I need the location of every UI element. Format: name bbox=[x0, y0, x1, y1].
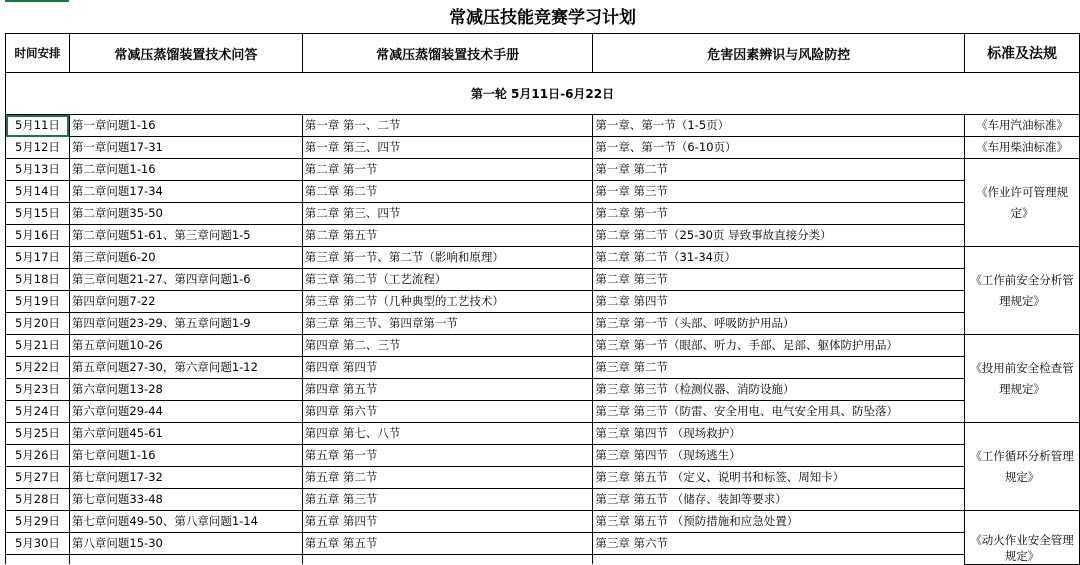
manual-cell[interactable]: 第五章 第二节 bbox=[302, 467, 593, 489]
table-row bbox=[6, 423, 1080, 445]
date-cell[interactable]: 5月16日 bbox=[6, 225, 70, 247]
table-row bbox=[6, 247, 1080, 269]
date-cell[interactable]: 5月30日 bbox=[6, 533, 70, 555]
table-row bbox=[6, 225, 1080, 247]
table-row bbox=[6, 401, 1080, 423]
column-selection-indicator bbox=[5, 0, 69, 2]
hazard-cell[interactable]: 第三章 第五节 （预防措施和应急处置） bbox=[593, 511, 965, 533]
hazard-cell[interactable]: 第二章 第二节（25-30页 导致事故直接分类） bbox=[593, 225, 965, 247]
date-cell[interactable]: 5月26日 bbox=[6, 445, 70, 467]
manual-cell[interactable]: 第四章 第七、八节 bbox=[302, 423, 593, 445]
hazard-cell[interactable]: 第一章 第三节 bbox=[593, 181, 965, 203]
hazard-cell[interactable]: 第三章 第三节（检测仪器、消防设施） bbox=[593, 379, 965, 401]
qa-cell[interactable]: 第五章问题27-30，第六章问题1-12 bbox=[69, 357, 302, 379]
date-cell[interactable]: 5月12日 bbox=[6, 137, 70, 159]
manual-cell[interactable]: 第二章 第一节 bbox=[302, 159, 593, 181]
manual-cell[interactable]: 第五章 第四节 bbox=[302, 511, 593, 533]
date-cell[interactable]: 5月19日 bbox=[6, 291, 70, 313]
qa-cell[interactable]: 第二章问题17-34 bbox=[69, 181, 302, 203]
qa-cell[interactable]: 第八章问题15-30 bbox=[69, 533, 302, 555]
hazard-cell[interactable]: 第三章 第六节 bbox=[593, 533, 965, 555]
hazard-cell[interactable]: 第三章 第三节（防雷、安全用电、电气安全用具、防坠落） bbox=[593, 401, 965, 423]
date-cell[interactable]: 5月28日 bbox=[6, 489, 70, 511]
standard-cell[interactable]: 《车用柴油标准》 bbox=[965, 137, 1080, 159]
table-row bbox=[6, 445, 1080, 467]
study-plan-table bbox=[5, 33, 1080, 565]
table-row bbox=[6, 511, 1080, 533]
hazard-cell[interactable]: 第三章 第一节（眼部、听力、手部、足部、躯体防护用品） bbox=[593, 335, 965, 357]
table-row bbox=[6, 159, 1080, 181]
table-row bbox=[6, 335, 1080, 357]
standard-cell[interactable]: 《工作前安全分析管理规定》 bbox=[965, 247, 1080, 335]
date-cell[interactable]: 5月21日 bbox=[6, 335, 70, 357]
manual-cell[interactable]: 第一章 第三、四节 bbox=[302, 137, 593, 159]
qa-cell[interactable]: 第一章问题17-31 bbox=[69, 137, 302, 159]
qa-cell[interactable]: 第七章问题17-32 bbox=[69, 467, 302, 489]
hazard-cell[interactable]: 第一章、第一节（6-10页） bbox=[593, 137, 965, 159]
header-qa[interactable]: 常减压蒸馏装置技术问答 bbox=[69, 34, 302, 73]
header-standards[interactable]: 标准及法规 bbox=[965, 34, 1080, 73]
hazard-cell[interactable]: 第三章 第二节 bbox=[593, 357, 965, 379]
date-cell[interactable]: 5月24日 bbox=[6, 401, 70, 423]
hazard-cell[interactable]: 第二章 第二节（31-34页） bbox=[593, 247, 965, 269]
table-row bbox=[6, 291, 1080, 313]
hazard-cell[interactable]: 第三章 第四节 （现场逃生） bbox=[593, 445, 965, 467]
date-cell[interactable]: 5月15日 bbox=[6, 203, 70, 225]
header-manual[interactable]: 常减压蒸馏装置技术手册 bbox=[302, 34, 593, 73]
hazard-cell[interactable]: 第三章 第五节 （定义、说明书和标签、周知卡） bbox=[593, 467, 965, 489]
qa-cell[interactable]: 第七章问题49-50、第八章问题1-14 bbox=[69, 511, 302, 533]
table-row bbox=[6, 467, 1080, 489]
date-cell[interactable]: 5月25日 bbox=[6, 423, 70, 445]
hazard-cell[interactable]: 第一章、第一节（1-5页） bbox=[593, 115, 965, 137]
table-row bbox=[6, 379, 1080, 401]
sheet-title[interactable]: 常减压技能竞赛学习计划 bbox=[449, 8, 636, 28]
manual-cell[interactable]: 第五章 第三节 bbox=[302, 489, 593, 511]
table-row-partial bbox=[6, 555, 1080, 565]
date-cell[interactable]: 5月14日 bbox=[6, 181, 70, 203]
table-row bbox=[6, 269, 1080, 291]
qa-cell[interactable]: 第五章问题10-26 bbox=[69, 335, 302, 357]
table-row bbox=[6, 203, 1080, 225]
qa-cell[interactable]: 第六章问题29-44 bbox=[69, 401, 302, 423]
hazard-cell[interactable]: 第一章 第二节 bbox=[593, 159, 965, 181]
table-row bbox=[6, 533, 1080, 555]
manual-cell[interactable]: 第四章 第二、三节 bbox=[302, 335, 593, 357]
qa-cell[interactable]: 第一章问题1-16 bbox=[69, 115, 302, 137]
qa-cell[interactable]: 第四章问题7-22 bbox=[69, 291, 302, 313]
qa-cell[interactable] bbox=[69, 555, 302, 565]
qa-cell[interactable]: 第二章问题51-61、第三章问题1-5 bbox=[69, 225, 302, 247]
date-cell[interactable]: 5月23日 bbox=[6, 379, 70, 401]
qa-cell[interactable]: 第三章问题6-20 bbox=[69, 247, 302, 269]
qa-cell[interactable]: 第四章问题23-29、第五章问题1-9 bbox=[69, 313, 302, 335]
hazard-cell[interactable]: 第二章 第四节 bbox=[593, 291, 965, 313]
date-cell[interactable]: 5月18日 bbox=[6, 269, 70, 291]
standard-cell[interactable]: 《作业许可管理规定》 bbox=[965, 159, 1080, 247]
table-row bbox=[6, 313, 1080, 335]
qa-cell[interactable]: 第七章问题1-16 bbox=[69, 445, 302, 467]
qa-cell[interactable]: 第二章问题35-50 bbox=[69, 203, 302, 225]
manual-cell[interactable]: 第二章 第五节 bbox=[302, 225, 593, 247]
manual-cell[interactable]: 第三章 第三节、第四章第一节 bbox=[302, 313, 593, 335]
manual-cell[interactable]: 第三章 第二节（几种典型的工艺技术） bbox=[302, 291, 593, 313]
qa-cell[interactable]: 第六章问题45-61 bbox=[69, 423, 302, 445]
manual-cell[interactable]: 第四章 第六节 bbox=[302, 401, 593, 423]
hazard-cell[interactable]: 第二章 第一节 bbox=[593, 203, 965, 225]
date-cell[interactable] bbox=[6, 555, 70, 565]
table-row bbox=[6, 137, 1080, 159]
header-hazard[interactable]: 危害因素辨识与风险防控 bbox=[593, 34, 965, 73]
date-cell[interactable]: 5月17日 bbox=[6, 247, 70, 269]
standard-cell[interactable]: 《动火作业安全管理规定》 bbox=[965, 511, 1080, 565]
hazard-cell[interactable]: 第三章 第一节（头部、呼吸防护用品） bbox=[593, 313, 965, 335]
manual-cell[interactable]: 第二章 第二节 bbox=[302, 181, 593, 203]
header-row bbox=[6, 34, 1080, 73]
date-cell[interactable]: 5月13日 bbox=[6, 159, 70, 181]
hazard-cell[interactable]: 第三章 第四节 （现场救护） bbox=[593, 423, 965, 445]
round-label[interactable]: 第一轮 5月11日-6月22日 bbox=[6, 73, 1080, 115]
manual-cell[interactable]: 第三章 第二节（工艺流程） bbox=[302, 269, 593, 291]
header-time[interactable]: 时间安排 bbox=[6, 34, 70, 73]
qa-cell[interactable]: 第三章问题21-27、第四章问题1-6 bbox=[69, 269, 302, 291]
table-row bbox=[6, 357, 1080, 379]
table-row bbox=[6, 489, 1080, 511]
qa-cell[interactable]: 第二章问题1-16 bbox=[69, 159, 302, 181]
round-row bbox=[6, 73, 1080, 115]
qa-cell[interactable]: 第七章问题33-48 bbox=[69, 489, 302, 511]
standard-cell[interactable]: 《工作循环分析管理规定》 bbox=[965, 423, 1080, 511]
manual-cell[interactable]: 第五章 第一节 bbox=[302, 445, 593, 467]
manual-cell[interactable]: 第三章 第一节、第二节（影响和原理） bbox=[302, 247, 593, 269]
manual-cell[interactable]: 第二章 第三、四节 bbox=[302, 203, 593, 225]
manual-cell[interactable]: 第四章 第五节 bbox=[302, 379, 593, 401]
manual-cell[interactable]: 第五章 第五节 bbox=[302, 533, 593, 555]
date-cell[interactable]: 5月20日 bbox=[6, 313, 70, 335]
hazard-cell[interactable]: 第三章 第五节 （储存、装卸等要求） bbox=[593, 489, 965, 511]
standard-cell[interactable]: 《投用前安全检查管理规定》 bbox=[965, 335, 1080, 423]
table-row bbox=[6, 115, 1080, 137]
date-cell[interactable]: 5月11日 bbox=[6, 115, 70, 137]
date-cell[interactable]: 5月29日 bbox=[6, 511, 70, 533]
date-cell[interactable]: 5月22日 bbox=[6, 357, 70, 379]
date-cell[interactable]: 5月27日 bbox=[6, 467, 70, 489]
manual-cell[interactable]: 第一章 第一、二节 bbox=[302, 115, 593, 137]
hazard-cell[interactable] bbox=[593, 555, 965, 565]
table-row bbox=[6, 181, 1080, 203]
standard-cell[interactable]: 《车用汽油标准》 bbox=[965, 115, 1080, 137]
manual-cell[interactable]: 第四章 第四节 bbox=[302, 357, 593, 379]
manual-cell[interactable] bbox=[302, 555, 593, 565]
qa-cell[interactable]: 第六章问题13-28 bbox=[69, 379, 302, 401]
hazard-cell[interactable]: 第二章 第三节 bbox=[593, 269, 965, 291]
